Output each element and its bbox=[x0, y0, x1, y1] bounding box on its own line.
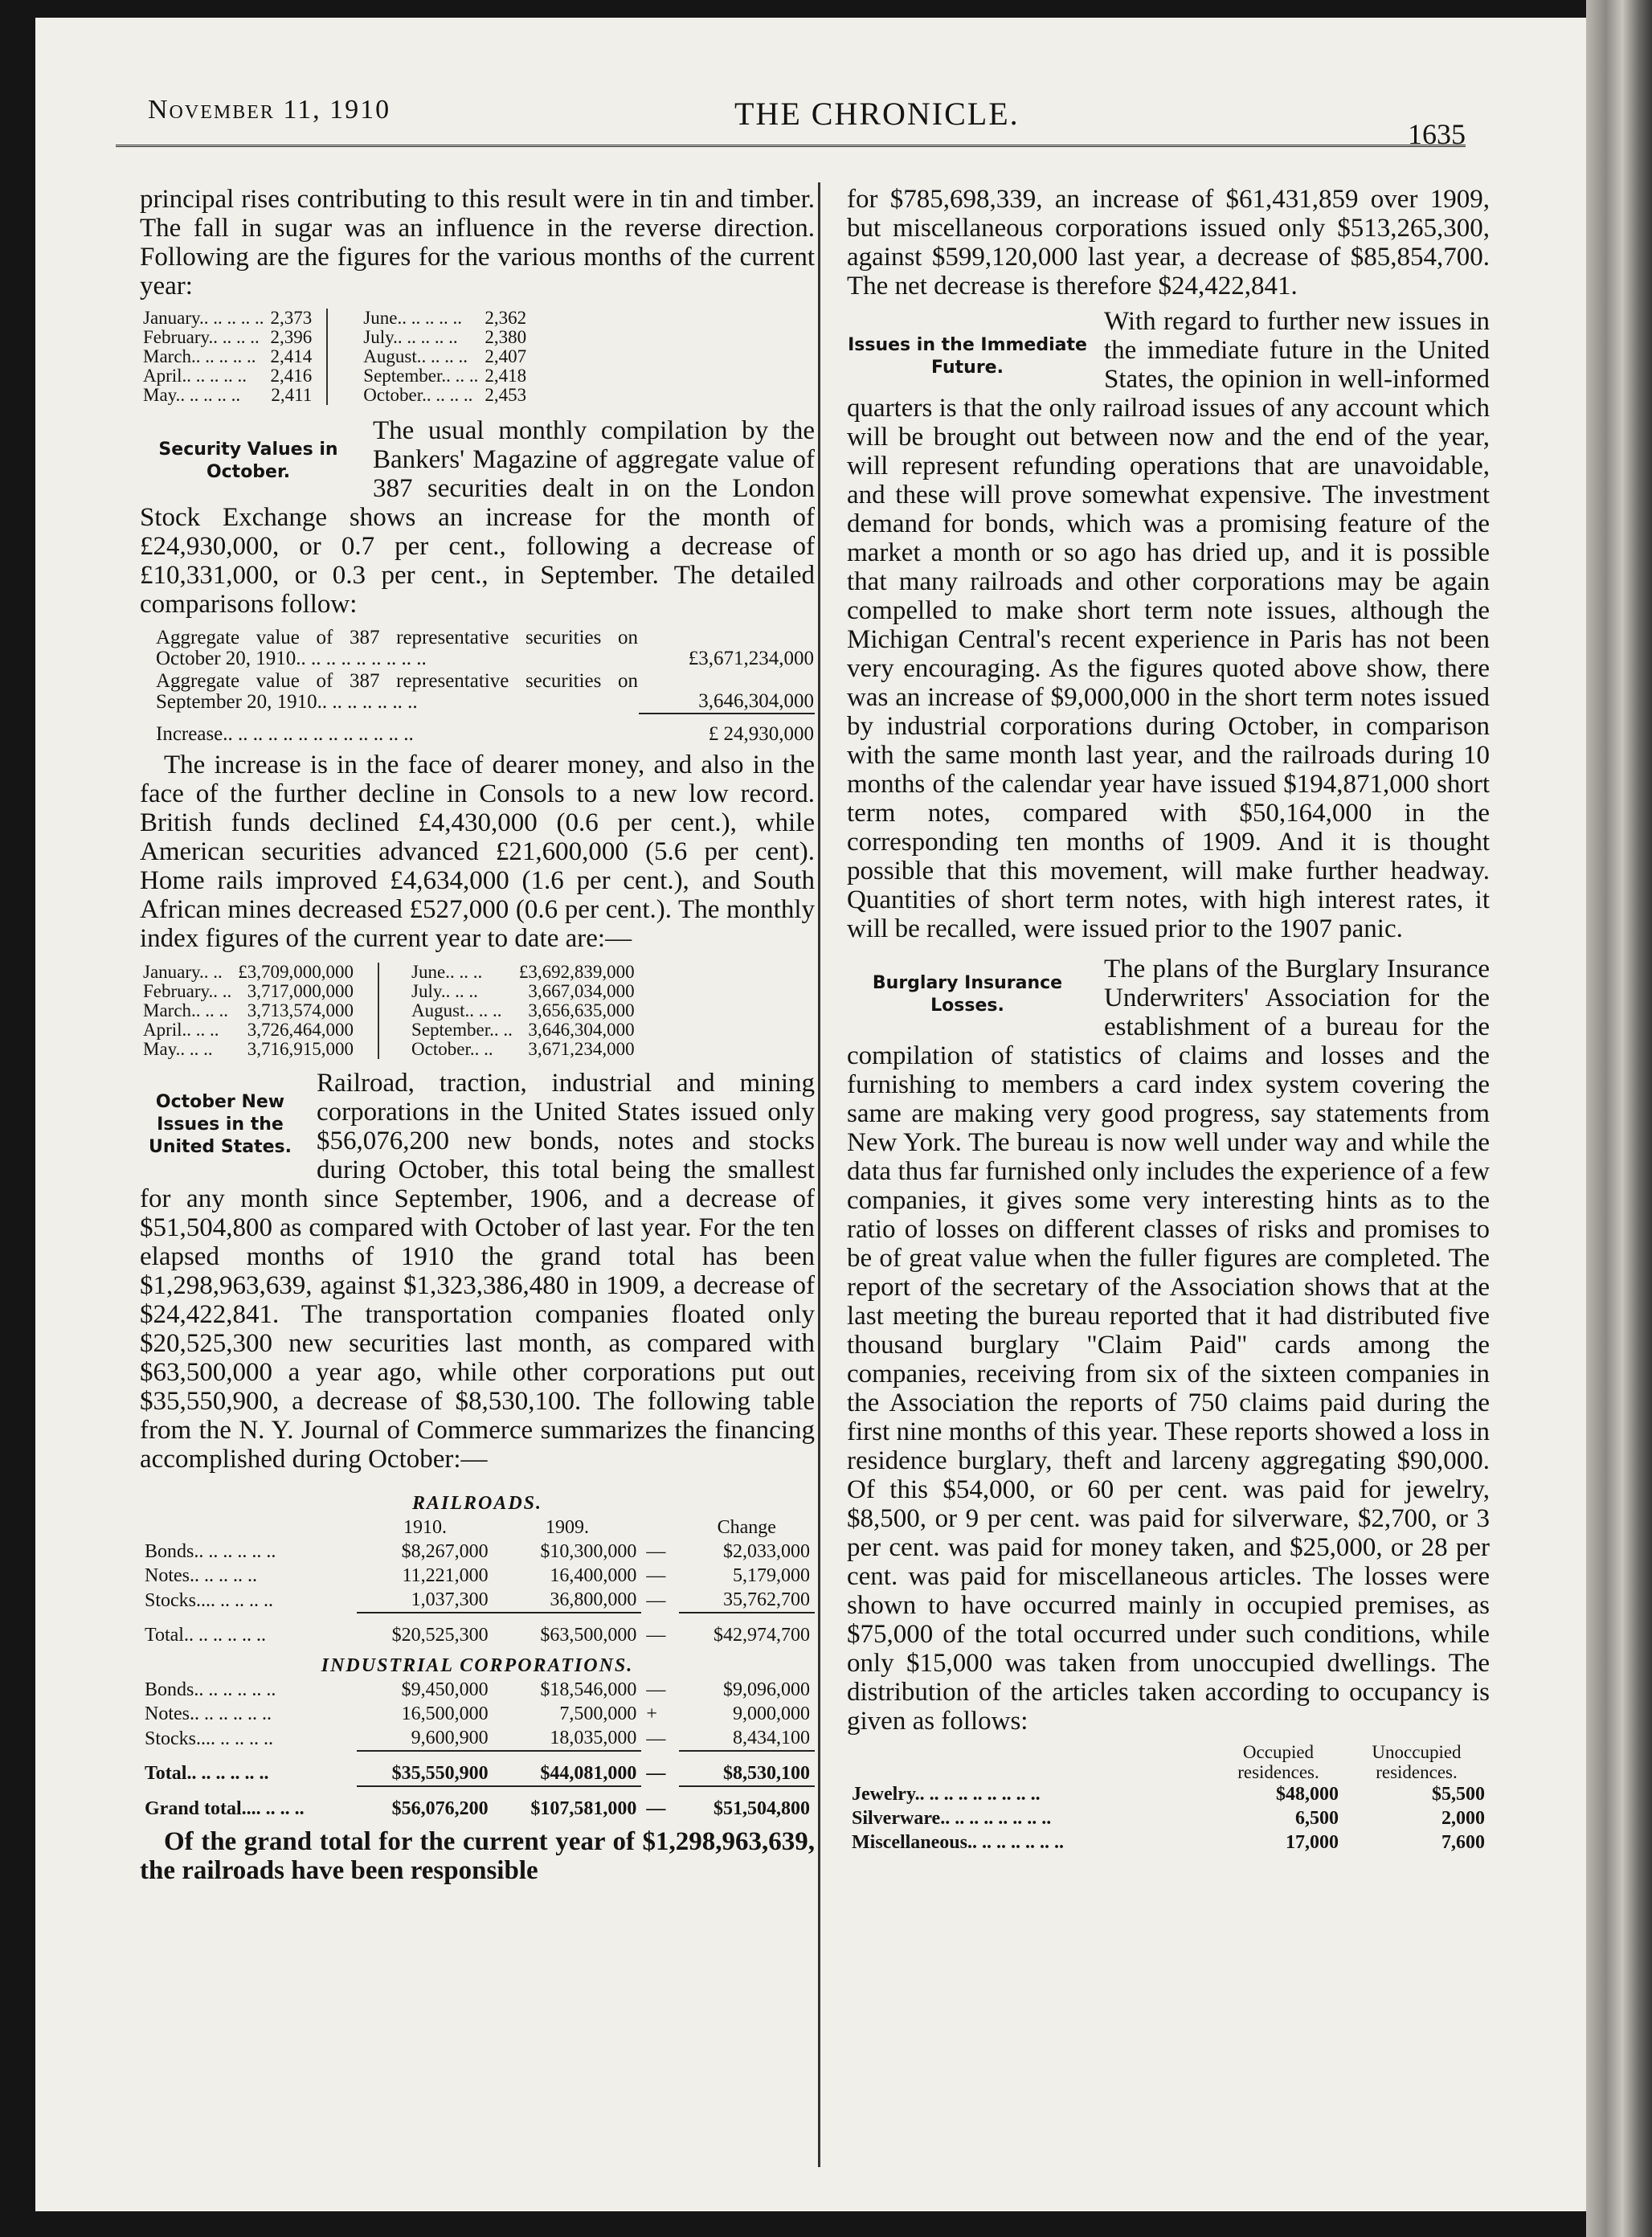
table-row: Increase.. .. .. .. .. .. .. .. .. .. .. .. .. £ 24,930,000 bbox=[156, 722, 814, 745]
monthly-figures-table bbox=[140, 309, 530, 405]
table-row: January.. .. £3,709,000,000 June.. .. .. £3,692,839,000 bbox=[143, 962, 635, 982]
monthly-index-table bbox=[140, 963, 638, 1059]
occupancy-table bbox=[847, 1742, 1490, 1855]
intro-paragraph: principal rises contributing to this result were in tin and timber. The fall in sugar was an influence in the reverse direction. Following are the figures for the various months of the current year: bbox=[140, 185, 815, 301]
side-heading-security-values: Security Values in October. bbox=[158, 440, 338, 482]
issue-date: November 11, 1910 bbox=[148, 95, 391, 125]
page-header bbox=[35, 95, 1586, 150]
table-grand-total-row: Grand total.... .. .. .. $56,076,200 $107,581,000 — $51,504,800 bbox=[145, 1797, 810, 1819]
table-row: February.. .. .. .. 2,396 July.. .. .. .. .. 2,380 bbox=[143, 327, 527, 347]
side-heading-immediate-future: Issues in the Immediate Future. bbox=[848, 335, 1087, 378]
financing-table bbox=[140, 1485, 815, 1821]
publication-title: THE CHRONICLE. bbox=[734, 96, 1020, 132]
grand-total-paragraph: Of the grand total for the current year of $1,298,963,639, the railroads have been responsible bbox=[140, 1827, 815, 1885]
page-number: 1635 bbox=[1408, 118, 1466, 150]
table-row: January.. .. .. .. .. 2,373 June.. .. .. .. .. 2,362 bbox=[143, 308, 527, 328]
table-total-row: Total.. .. .. .. .. .. $35,550,900 $44,081,000 — $8,530,100 bbox=[140, 1751, 815, 1786]
side-heading-october-new-issues: October New Issues in the United States. bbox=[148, 1092, 292, 1157]
table-row: Aggregate value of 387 representative securities on September 20, 1910.. .. .. .. .. .. .. 3,646,304,000 bbox=[156, 670, 814, 713]
table-row: March.. .. .. 3,713,574,000 August.. .. .. 3,656,635,000 bbox=[143, 1000, 635, 1020]
table-row: Jewelry.. .. .. .. .. .. .. .. .. $48,000 $5,500 bbox=[852, 1784, 1485, 1805]
table-row: May.. .. .. 3,716,915,000 October.. .. 3,671,234,000 bbox=[143, 1039, 635, 1059]
book-page-edge bbox=[1586, 0, 1652, 2237]
table-row: Bonds.. .. .. .. .. .. $9,450,000 $18,546,000 — $9,096,000 bbox=[145, 1679, 810, 1700]
table-row: Miscellaneous.. .. .. .. .. .. .. 17,000 7,600 bbox=[852, 1832, 1485, 1853]
table-row: Silverware.. .. .. .. .. .. .. .. 6,500 2,000 bbox=[852, 1808, 1485, 1829]
table-row: Stocks.... .. .. .. .. 1,037,300 36,800,000 — 35,762,700 bbox=[140, 1588, 815, 1613]
table-section-heading: INDUSTRIAL CORPORATIONS. bbox=[321, 1655, 634, 1676]
column-divider bbox=[818, 182, 820, 2167]
right-column bbox=[847, 185, 1490, 1855]
aggregate-value-table bbox=[140, 627, 815, 746]
table-row: Stocks.... .. .. .. .. 9,600,900 18,035,000 — 8,434,100 bbox=[140, 1726, 815, 1751]
table-row: May.. .. .. .. .. 2,411 October.. .. .. .. 2,453 bbox=[143, 385, 527, 405]
table-row: Bonds.. .. .. .. .. .. $8,267,000 $10,300,000 — $2,033,000 bbox=[145, 1541, 810, 1562]
side-heading-burglary-insurance: Burglary Insurance Losses. bbox=[872, 973, 1063, 1016]
table-total-row: Total.. .. .. .. .. .. $20,525,300 $63,500,000 — $42,974,700 bbox=[145, 1624, 810, 1646]
header-rule bbox=[116, 145, 1466, 150]
increase-paragraph: The increase is in the face of dearer money, and also in the face of the further decline in Consols to a new low record. British funds declined £4,430,000 (0.6 per cent.), while American securities advanced £21,600,000 (5.6 per cent). Home rails improved £4,634,000 (1.6 per cent.), and South African mines decreased £527,000 (0.6 per cent.). The monthly index figures of the current year to date are:— bbox=[140, 750, 815, 953]
continuation-paragraph: for $785,698,339, an increase of $61,431,859 over 1909, but miscellaneous corporations issued only $513,265,300, against $599,120,000 last year, a decrease of $85,854,700. The net decrease is therefore $24,422,841. bbox=[847, 185, 1490, 301]
security-values-paragraph: The usual monthly compilation by the Bankers' Magazine of aggregate value of 387 securities dealt in on the London Stock Exchange shows an increase for the month of £24,930,000, or 0.7 per cent., following a decrease of £10,331,000, or 0.3 per cent., in September. The detailed comparisons follow: bbox=[140, 416, 815, 619]
table-row: February.. .. 3,717,000,000 July.. .. .. 3,667,034,000 bbox=[143, 981, 635, 1001]
table-row: Notes.. .. .. .. .. 11,221,000 16,400,000 — 5,179,000 bbox=[145, 1565, 810, 1586]
new-issues-paragraph: Railroad, traction, industrial and mining corporations in the United States issued only $56,076,200 new bonds, notes and stocks during October, this total being the smallest for any month since September, 1906, and a decrease of $51,504,800 as compared with October of last year. For the ten elapsed months of 1910 the grand total has been $1,298,963,639, against $1,323,386,480 in 1909, a decrease of $24,422,841. The transportation companies floated only $20,525,300 new securities last month, as compared with $63,500,000 a year ago, while other corporations put out $35,550,900, a decrease of $8,530,100. The following table from the N. Y. Journal of Commerce summarizes the financing accomplished during October:— bbox=[140, 1069, 815, 1474]
table-row: Notes.. .. .. .. .. .. 16,500,000 7,500,000 + 9,000,000 bbox=[145, 1703, 810, 1724]
table-row: Aggregate value of 387 representative securities on October 20, 1910.. .. .. .. .. .. .. .. .. £3,671,234,000 bbox=[156, 627, 814, 669]
table-row: April.. .. .. 3,726,464,000 September.. .. 3,646,304,000 bbox=[143, 1020, 635, 1040]
table-section-heading: RAILROADS. bbox=[411, 1493, 543, 1514]
immediate-future-paragraph: With regard to further new issues in the immediate future in the United States, the opinion in well-informed quarters is that the only railroad issues of any account which will be brought out between now and the end of the year, will represent refunding operations that are unavoidable, and these will prove somewhat expensive. The investment demand for bonds, which was a promising feature of the market a month or so ago has dried up, and it is possible that many railroads and other corporations may be again compelled to make short term note issues, although the Michigan Central's recent experience in Paris has not been very encouraging. As the figures quoted above show, there was an increase of $9,000,000 in the short term notes issued by industrial corporations during October, in comparison with the same month last year, and the railroads during 10 months of the calendar year have issued $194,871,000 short term notes, compared with $50,164,000 in the corresponding ten months of 1909. And it is thought possible that this movement, will make further headway. Quantities of short term notes, with high interest rates, it will be recalled, were issued prior to the 1907 panic. bbox=[847, 307, 1490, 943]
table-row: April.. .. .. .. .. 2,416 September.. .. .. 2,418 bbox=[143, 366, 527, 386]
burglary-insurance-paragraph: The plans of the Burglary Insurance Underwriters' Association for the establishment of a bureau for the compilation of statistics of claims and losses and the furnishing to members a card index system covering the same are making very good progress, say statements from New York. The bureau is now well under way and while the data thus far furnished only includes the experience of a few companies, it gives some very interesting hints as to the ratio of losses on different classes of risks and promises to be of great value when the fuller figures are completed. The report of the secretary of the Association shows that at the last meeting the bureau reported that it had distributed five thousand burglary "Claim Paid" cards among the companies, receiving from six of the sixteen companies in the Association the reports of 750 claims paid during the first nine months of this year. These reports showed a loss in residence burglary, theft and larceny aggregating $90,000. Of this $54,000, or 60 per cent. was paid for jewelry, $8,500, or 9 per cent. was paid for silverware, $2,700, or 3 per cent. was paid for money taken, and $25,000, or 28 per cent. was paid for miscellaneous articles. The losses were shown to have occurred mainly in occupied premises, as $75,000 of the total occurred under such conditions, while only $15,000 was taken from unoccupied dwellings. The distribution of the articles taken according to occupancy is given as follows: bbox=[847, 955, 1490, 1736]
newspaper-page bbox=[35, 18, 1586, 2211]
table-header-row: 1910. 1909. Change bbox=[403, 1517, 776, 1538]
table-row: March.. .. .. .. .. 2,414 August.. .. .. .. 2,407 bbox=[143, 346, 527, 366]
table-header-row: Occupied residences. Unoccupied residences. bbox=[1237, 1742, 1462, 1782]
left-column bbox=[140, 185, 815, 1885]
